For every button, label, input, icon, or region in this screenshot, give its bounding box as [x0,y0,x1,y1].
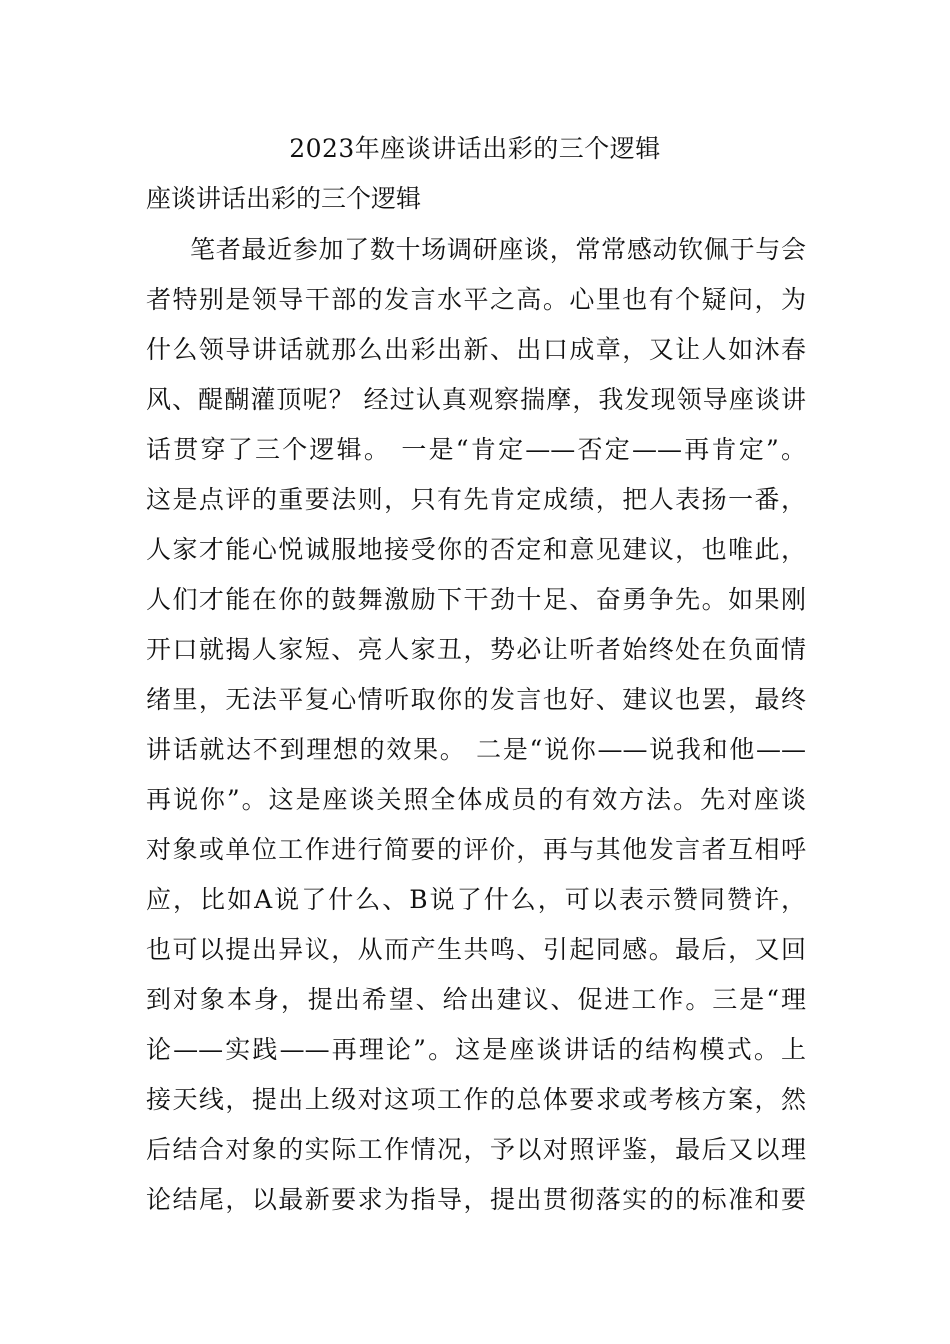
paragraph-line: 再说你”。这是座谈关照全体成员的有效方法。先对座谈 [146,785,806,814]
document-subtitle: 座谈讲话出彩的三个逻辑 [146,184,422,213]
paragraph-line: 对象或单位工作进行简要的评价，再与其他发言者互相呼 [146,835,806,864]
paragraph-line: 论——实践——再理论”。这是座谈讲话的结构模式。上 [146,1035,806,1064]
paragraph-line: 人们才能在你的鼓舞激励下干劲十足、奋勇争先。如果刚 [146,585,806,614]
paragraph-line: 这是点评的重要法则，只有先肯定成绩，把人表扬一番， [146,485,806,514]
paragraph-line: 到对象本身，提出希望、给出建议、促进工作。三是“理 [146,985,806,1014]
paragraph-line: 话贯穿了三个逻辑。 一是“肯定——否定——再肯定”。 [146,435,806,464]
paragraph-line: 者特别是领导干部的发言水平之高。心里也有个疑问，为 [146,285,806,314]
paragraph-line: 后结合对象的实际工作情况，予以对照评鉴，最后又以理 [146,1135,806,1164]
paragraph-line: 接天线，提出上级对这项工作的总体要求或考核方案，然 [146,1085,806,1114]
paragraph-line: 讲话就达不到理想的效果。 二是“说你——说我和他—— [146,735,806,764]
paragraph-line: 人家才能心悦诚服地接受你的否定和意见建议，也唯此， [146,535,806,564]
paragraph-line: 开口就揭人家短、亮人家丑，势必让听者始终处在负面情 [146,635,806,664]
document-title: 2023年座谈讲话出彩的三个逻辑 [289,134,661,163]
paragraph-line: 笔者最近参加了数十场调研座谈，常常感动钦佩于与会 [190,235,806,264]
paragraph-line: 什么领导讲话就那么出彩出新、出口成章，又让人如沐春 [146,335,806,364]
paragraph-line: 论结尾，以最新要求为指导，提出贯彻落实的的标准和要 [146,1185,806,1214]
paragraph-line: 也可以提出异议，从而产生共鸣、引起同感。最后，又回 [146,935,806,964]
paragraph-line: 绪里，无法平复心情听取你的发言也好、建议也罢，最终 [146,685,806,714]
paragraph-line: 应，比如A说了什么、B说了什么，可以表示赞同赞许， [146,885,806,914]
paragraph-line: 风、醍醐灌顶呢？ 经过认真观察揣摩，我发现领导座谈讲 [146,385,806,414]
